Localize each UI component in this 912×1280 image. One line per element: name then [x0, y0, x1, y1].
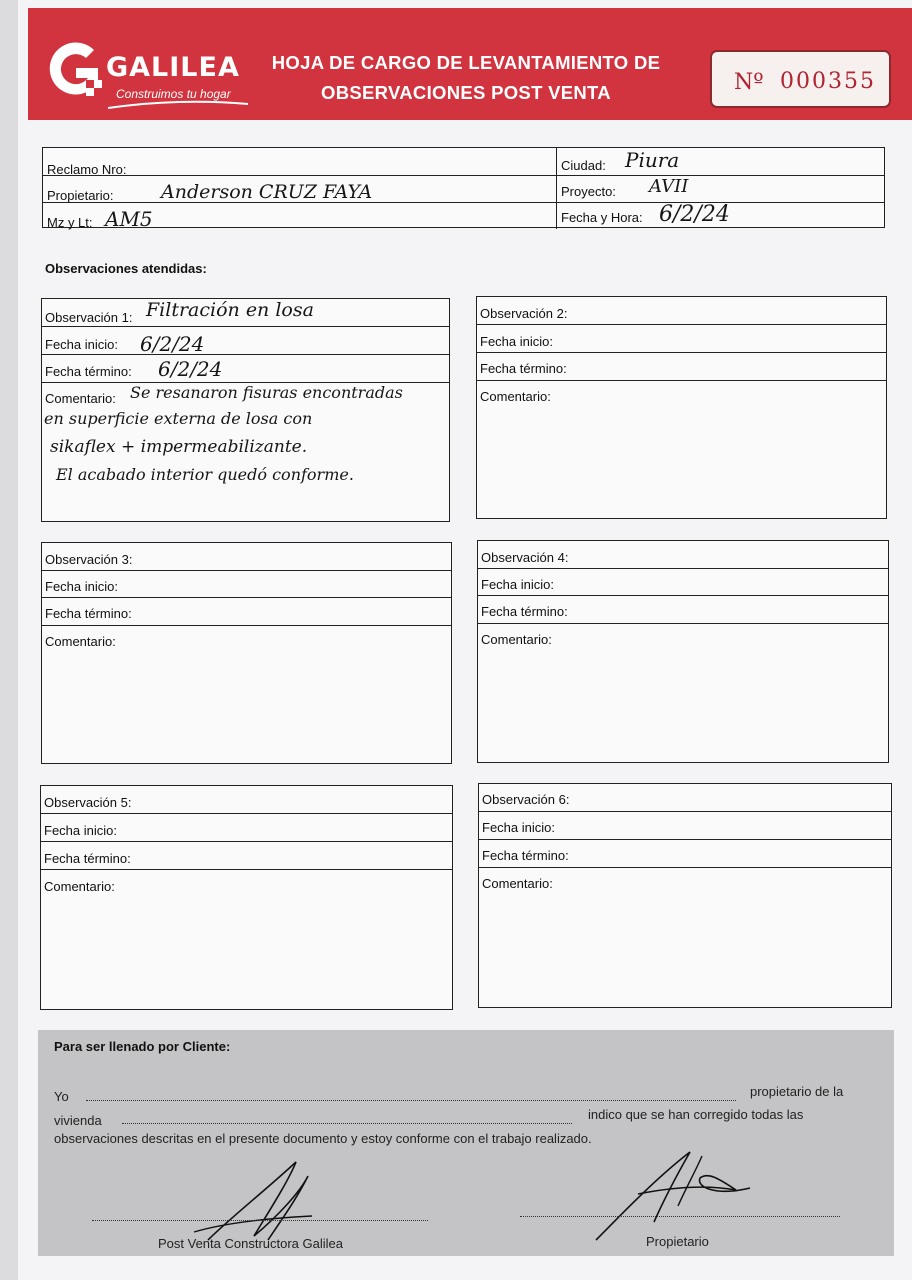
- signature-caption-right: Propietario: [646, 1234, 709, 1249]
- obs4-label: Observación 4:: [481, 550, 569, 565]
- brand-name: GALILEA: [106, 52, 240, 83]
- obs3-comentario-label: Comentario:: [45, 634, 116, 649]
- client-yo: Yo: [54, 1089, 69, 1104]
- number-label: Nº: [734, 70, 764, 95]
- client-panel: [38, 1030, 894, 1256]
- obs2-inicio-label: Fecha inicio:: [480, 334, 553, 349]
- obs1-comment-line-3: sikaflex + impermeabilizante.: [50, 437, 308, 457]
- obs1-inicio-value: 6/2/24: [140, 332, 205, 356]
- document-sheet: [18, 0, 912, 1280]
- client-vivienda: vivienda: [54, 1113, 102, 1128]
- obs1-comment-line-4: El acabado interior quedó conforme.: [56, 465, 354, 484]
- document-number-box: [710, 50, 891, 108]
- obs6-inicio-label: Fecha inicio:: [482, 820, 555, 835]
- number-value: 000355: [780, 69, 876, 94]
- observation-box-2: [476, 296, 887, 519]
- obs2-label: Observación 2:: [480, 306, 568, 321]
- mzlt-label: Mz y Lt:: [47, 215, 93, 230]
- proyecto-value: AVII: [649, 176, 689, 197]
- section-title: Observaciones atendidas:: [45, 261, 207, 276]
- obs1-comment-line-1: Se resanaron fisuras encontradas: [130, 383, 403, 402]
- title-line-1: HOJA DE CARGO DE LEVANTAMIENTO DE: [271, 52, 661, 73]
- obs1-termino-value: 6/2/24: [158, 357, 223, 381]
- galilea-g-icon: [46, 42, 104, 98]
- observation-box-3: [41, 542, 452, 764]
- document-title: [256, 48, 676, 108]
- client-panel-title: Para ser llenado por Cliente:: [54, 1039, 231, 1054]
- signature-line-right: [520, 1216, 840, 1217]
- obs4-termino-label: Fecha término:: [481, 604, 568, 619]
- obs2-termino-label: Fecha término:: [480, 361, 567, 376]
- obs5-inicio-label: Fecha inicio:: [44, 823, 117, 838]
- obs5-label: Observación 5:: [44, 795, 132, 810]
- propietario-label: Propietario:: [47, 188, 114, 203]
- obs1-inicio-label: Fecha inicio:: [45, 337, 118, 352]
- client-propietario-de: propietario de la: [750, 1084, 844, 1099]
- obs3-label: Observación 3:: [45, 552, 133, 567]
- observation-box-5: [40, 785, 453, 1010]
- client-indico: indico que se han corregido todas las: [588, 1107, 804, 1122]
- ciudad-label: Ciudad:: [561, 158, 606, 173]
- brand-tagline: Construimos tu hogar: [116, 87, 231, 101]
- observation-box-4: [477, 540, 889, 763]
- client-name-line: [86, 1100, 736, 1101]
- fecha-hora-label: Fecha y Hora:: [561, 210, 643, 225]
- obs1-label: Observación 1:: [45, 310, 133, 325]
- observation-box-1: [41, 298, 450, 522]
- obs1-comment-line-2: en superficie externa de losa con: [44, 409, 313, 428]
- obs2-comentario-label: Comentario:: [480, 389, 551, 404]
- obs1-value: Filtración en losa: [146, 299, 314, 321]
- galilea-logo: [46, 42, 251, 112]
- proyecto-label: Proyecto:: [561, 184, 616, 199]
- info-divider: [556, 148, 557, 229]
- signature-caption-left: Post Venta Constructora Galilea: [158, 1236, 343, 1251]
- header-band: [28, 8, 912, 120]
- signature-line-left: [92, 1220, 428, 1221]
- info-row-1: [43, 148, 884, 176]
- swoosh-icon: [108, 100, 248, 110]
- obs4-inicio-label: Fecha inicio:: [481, 577, 554, 592]
- obs1-comentario-label: Comentario:: [45, 391, 116, 406]
- obs3-termino-label: Fecha término:: [45, 606, 132, 621]
- obs6-comentario-label: Comentario:: [482, 876, 553, 891]
- obs6-label: Observación 6:: [482, 792, 570, 807]
- owner-signature: [578, 1148, 758, 1248]
- obs1-termino-label: Fecha término:: [45, 364, 132, 379]
- fecha-hora-value: 6/2/24: [659, 202, 730, 227]
- ciudad-value: Piura: [625, 148, 680, 172]
- observation-box-6: [478, 783, 892, 1008]
- info-table: [42, 147, 885, 231]
- title-line-2: OBSERVACIONES POST VENTA: [321, 82, 611, 103]
- propietario-value: Anderson CRUZ FAYA: [161, 181, 373, 203]
- reclamo-label: Reclamo Nro:: [47, 162, 127, 177]
- mzlt-value: AM5: [105, 207, 153, 231]
- obs4-comentario-label: Comentario:: [481, 632, 552, 647]
- client-house-line: [122, 1123, 572, 1124]
- galilea-signature: [188, 1158, 318, 1248]
- obs3-inicio-label: Fecha inicio:: [45, 579, 118, 594]
- obs5-termino-label: Fecha término:: [44, 851, 131, 866]
- obs6-termino-label: Fecha término:: [482, 848, 569, 863]
- client-statement: observaciones descritas en el presente documento y estoy conforme con el trabajo realizado.: [54, 1131, 592, 1146]
- obs5-comentario-label: Comentario:: [44, 879, 115, 894]
